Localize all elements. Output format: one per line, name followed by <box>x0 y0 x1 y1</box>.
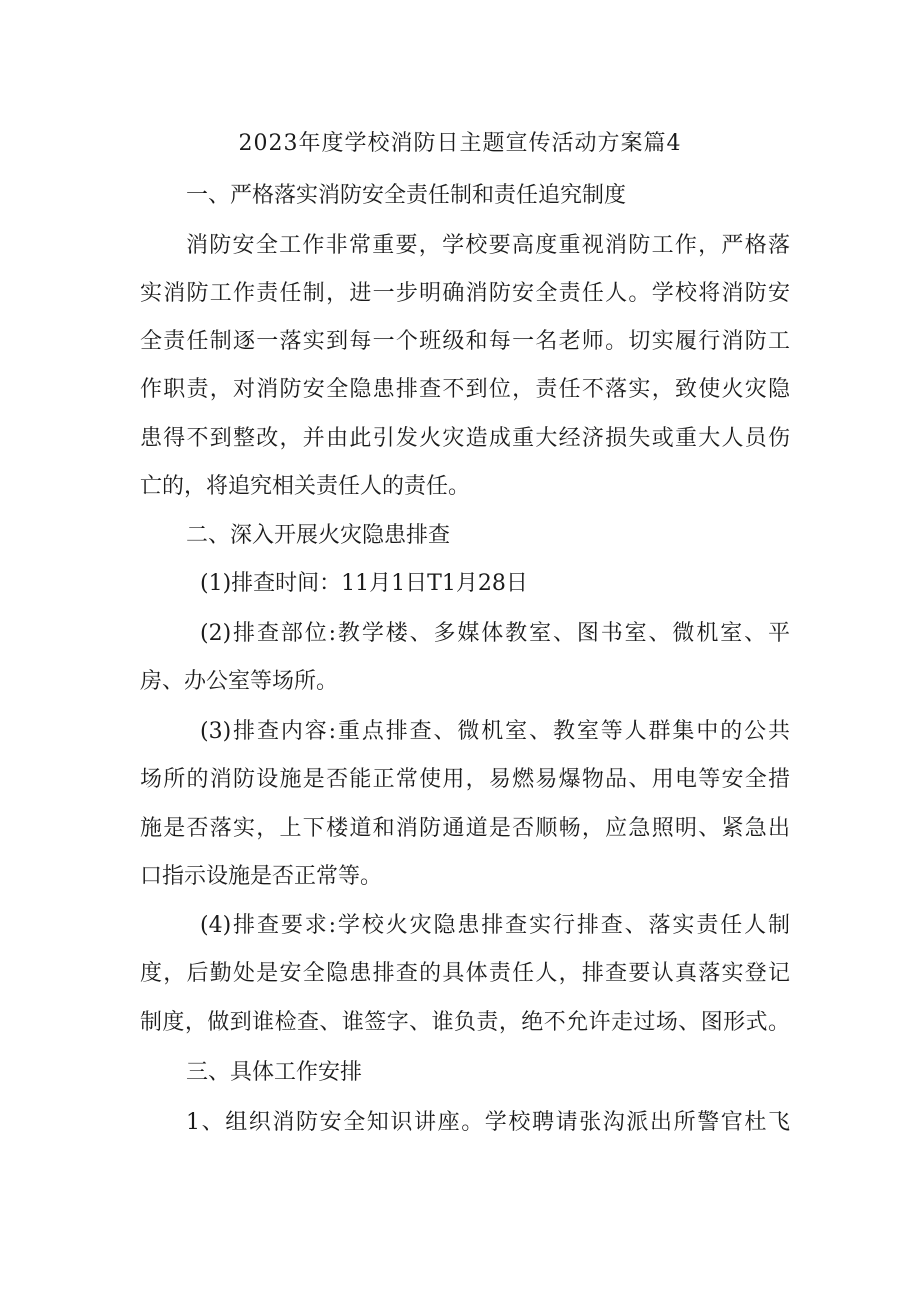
document-title: 2023年度学校消防日主题宣传活动方案篇4 <box>238 131 682 156</box>
paragraph-line: 房、办公室等场所。 <box>140 669 339 694</box>
paragraph-line: 1、组织消防安全知识讲座。学校聘请张沟派出所警官杜飞 <box>186 1110 790 1135</box>
list-item: (3)排查内容:重点排查、微机室、教室等人群集中的公共 <box>200 719 790 744</box>
paragraph-line: 场所的消防设施是否能正常使用，易燃易爆物品、用电等安全措 <box>140 767 790 792</box>
paragraph-line: 亡的，将追究相关责任人的责任。 <box>140 474 471 499</box>
paragraph-line: 度，后勤处是安全隐患排查的具体责任人，排查要认真落实登记 <box>140 961 790 986</box>
section-heading-1: 一、严格落实消防安全责任制和责任追究制度 <box>186 183 627 208</box>
paragraph-line: 实消防工作责任制，进一步明确消防安全责任人。学校将消防安 <box>140 281 790 306</box>
section-heading-3: 三、具体工作安排 <box>186 1060 363 1085</box>
list-item: (1)排查时间：11月1日T1月28日 <box>200 571 528 596</box>
paragraph-line: 作职责，对消防安全隐患排查不到位，责任不落实，致使火灾隐 <box>140 377 790 402</box>
paragraph-line: 口指示设施是否正常等。 <box>140 864 383 889</box>
paragraph-line: 全责任制逐一落实到每一个班级和每一名老师。切实履行消防工 <box>140 329 790 354</box>
list-item: (2)排查部位:教学楼、多媒体教室、图书室、微机室、平 <box>200 621 790 646</box>
paragraph-line: 消防安全工作非常重要，学校要高度重视消防工作，严格落 <box>186 233 790 258</box>
list-item: (4)排查要求:学校火灾隐患排查实行排查、落实责任人制 <box>200 913 790 938</box>
paragraph-line: 制度，做到谁检查、谁签字、谁负责，绝不允许走过场、图形式。 <box>140 1010 790 1035</box>
paragraph-line: 患得不到整改，并由此引发火灾造成重大经济损失或重大人员伤 <box>140 426 790 451</box>
section-heading-2: 二、深入开展火灾隐患排查 <box>186 523 451 548</box>
paragraph-line: 施是否落实，上下楼道和消防通道是否顺畅，应急照明、紧急出 <box>140 816 790 841</box>
